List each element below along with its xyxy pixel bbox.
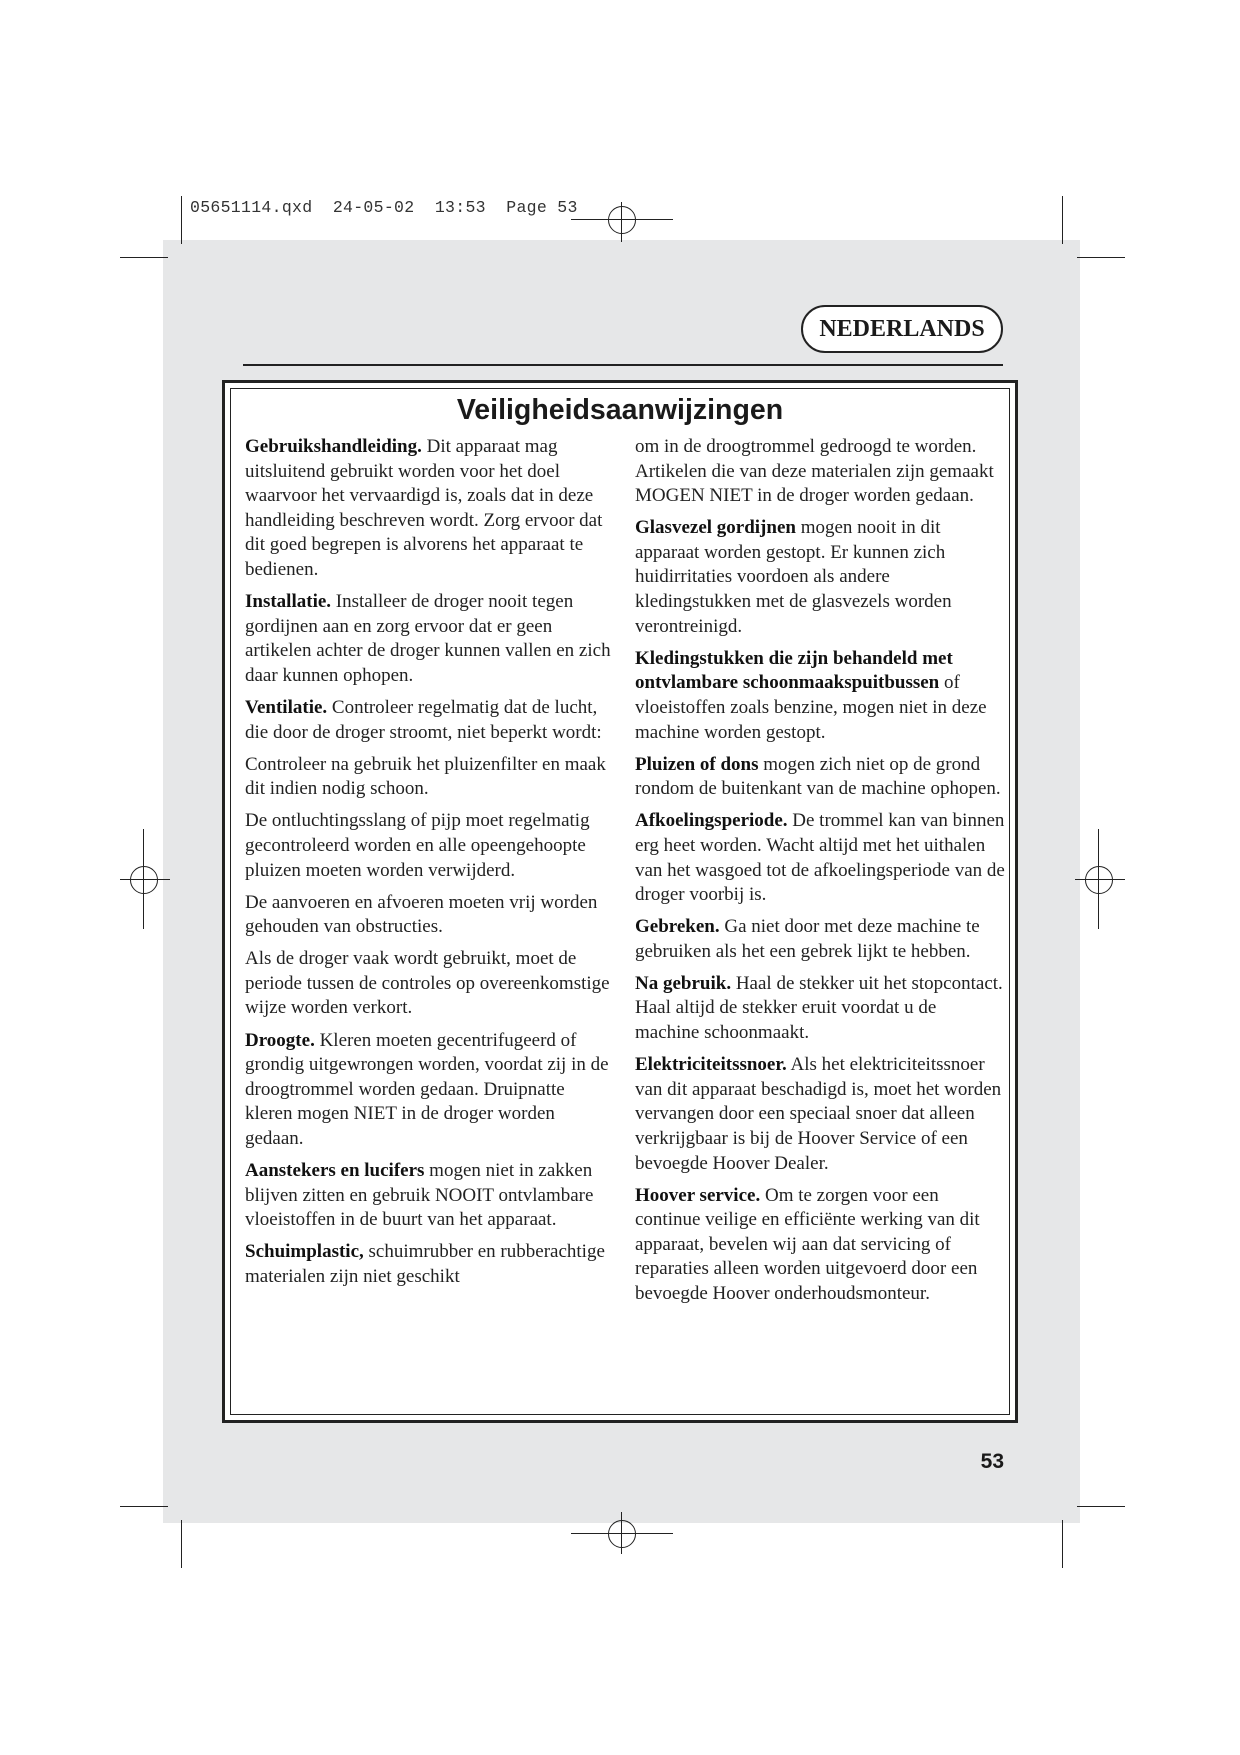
crop-mark — [1077, 1506, 1125, 1507]
registration-target-icon — [1085, 866, 1113, 894]
paragraph: Glasvezel gordijnen mogen nooit in dit apparaat worden gestopt. Er kunnen zich huidirritaties voordoen als andere kledingstukken met de glasvezels worden verontreinigd. — [635, 517, 952, 637]
header-rule — [243, 364, 1003, 366]
column-left — [245, 435, 611, 1297]
paragraph: De aanvoeren en afvoeren moeten vrij worden gehouden van obstructies. — [245, 891, 598, 938]
safety-instructions-box — [222, 380, 1018, 1423]
paragraph: De ontluchtingsslang of pijp moet regelmatig gecontroleerd worden en alle opeengehoopte pluizen moeten worden verwijderd. — [245, 810, 590, 881]
paragraph: om in de droogtrommel gedroogd te worden. Artikelen die van deze materialen zijn gemaakt MOGEN NIET in de droger worden gedaan. — [635, 436, 994, 507]
printer-slug: 05651114.qxd 24-05-02 13:53 Page 53 — [190, 198, 578, 217]
crop-mark — [120, 257, 168, 258]
paragraph: Installatie. Installeer de droger nooit tegen gordijnen aan en zorg ervoor dat er geen artikelen achter de droger kunnen vallen en zich daar kunnen ophopen. — [245, 591, 611, 686]
paragraph: Hoover service. Om te zorgen voor een continue veilige en efficiënte werking van dit apparaat, bevelen wij aan dat servicing of reparaties alleen worden uitgevoerd door een bevoegde Hoover onderhoudsmonteur. — [635, 1184, 980, 1304]
paragraph: Schuimplastic, schuimrubber en rubberachtige materialen zijn niet geschikt — [245, 1241, 605, 1287]
crop-mark — [1062, 196, 1063, 244]
paragraph: Afkoelingsperiode. De trommel kan van binnen erg heet worden. Wacht altijd met het uithalen van het wasgoed tot de afkoelingsperiode van de droger voorbij is. — [635, 810, 1005, 906]
column-right — [635, 435, 1005, 1314]
crop-mark — [1062, 1520, 1063, 1568]
crop-mark — [120, 1506, 168, 1507]
registration-target-icon — [608, 1520, 636, 1548]
crop-mark — [181, 1520, 182, 1568]
page-number: 53 — [980, 1450, 1004, 1473]
paragraph: Gebruikshandleiding. Dit apparaat mag uitsluitend gebruikt worden voor het doel waarvoor het vervaardigd is, zoals dat in deze handleiding beschreven wordt. Zorg ervoor dat dit goed begrepen is alvorens het apparaat te bedienen. — [245, 436, 603, 580]
paragraph: Na gebruik. Haal de stekker uit het stopcontact. Haal altijd de stekker eruit voordat u de machine schoonmaakt. — [635, 972, 1003, 1044]
crop-mark — [181, 196, 182, 244]
paragraph: Kledingstukken die zijn behandeld met ontvlambare schoonmaakspuitbussen of vloeistoffen zoals benzine, mogen niet in deze machine worden gestopt. — [635, 647, 987, 743]
paragraph: Controleer na gebruik het pluizenfilter en maak dit indien nodig schoon. — [245, 753, 606, 800]
paragraph: Ventilatie. Controleer regelmatig dat de lucht, die door de droger stroomt, niet beperkt wordt: — [245, 696, 602, 743]
paragraph: Elektriciteitssnoer. Als het elektriciteitssnoer van dit apparaat beschadigd is, moet het worden vervangen door een speciaal snoer dat alleen verkrijgbaar is bij de Hoover Service of een bevoegde Hoover Dealer. — [635, 1054, 1002, 1174]
paragraph: Gebreken. Ga niet door met deze machine te gebruiken als het een gebrek lijkt te hebben. — [635, 916, 980, 962]
language-tab: NEDERLANDS — [801, 305, 1003, 353]
paragraph: Droogte. Kleren moeten gecentrifugeerd of grondig uitgewrongen worden, voordat zij in de droogtrommel worden gedaan. Druipnatte kleren mogen NIET in de droger worden gedaan. — [245, 1029, 609, 1149]
registration-target-icon — [608, 206, 636, 234]
page-title: Veiligheidsaanwijzingen — [456, 394, 784, 426]
paragraph: Aanstekers en lucifers mogen niet in zakken blijven zitten en gebruik NOOIT ontvlambare vloeistoffen in de buurt van het apparaat. — [245, 1160, 594, 1231]
crop-mark — [1077, 257, 1125, 258]
paragraph: Als de droger vaak wordt gebruikt, moet de periode tussen de controles op overeenkomstige wijze worden verkort. — [245, 948, 610, 1019]
paragraph: Pluizen of dons mogen zich niet op de grond rondom de buitenkant van de machine ophopen. — [635, 753, 1001, 800]
registration-target-icon — [130, 866, 158, 894]
